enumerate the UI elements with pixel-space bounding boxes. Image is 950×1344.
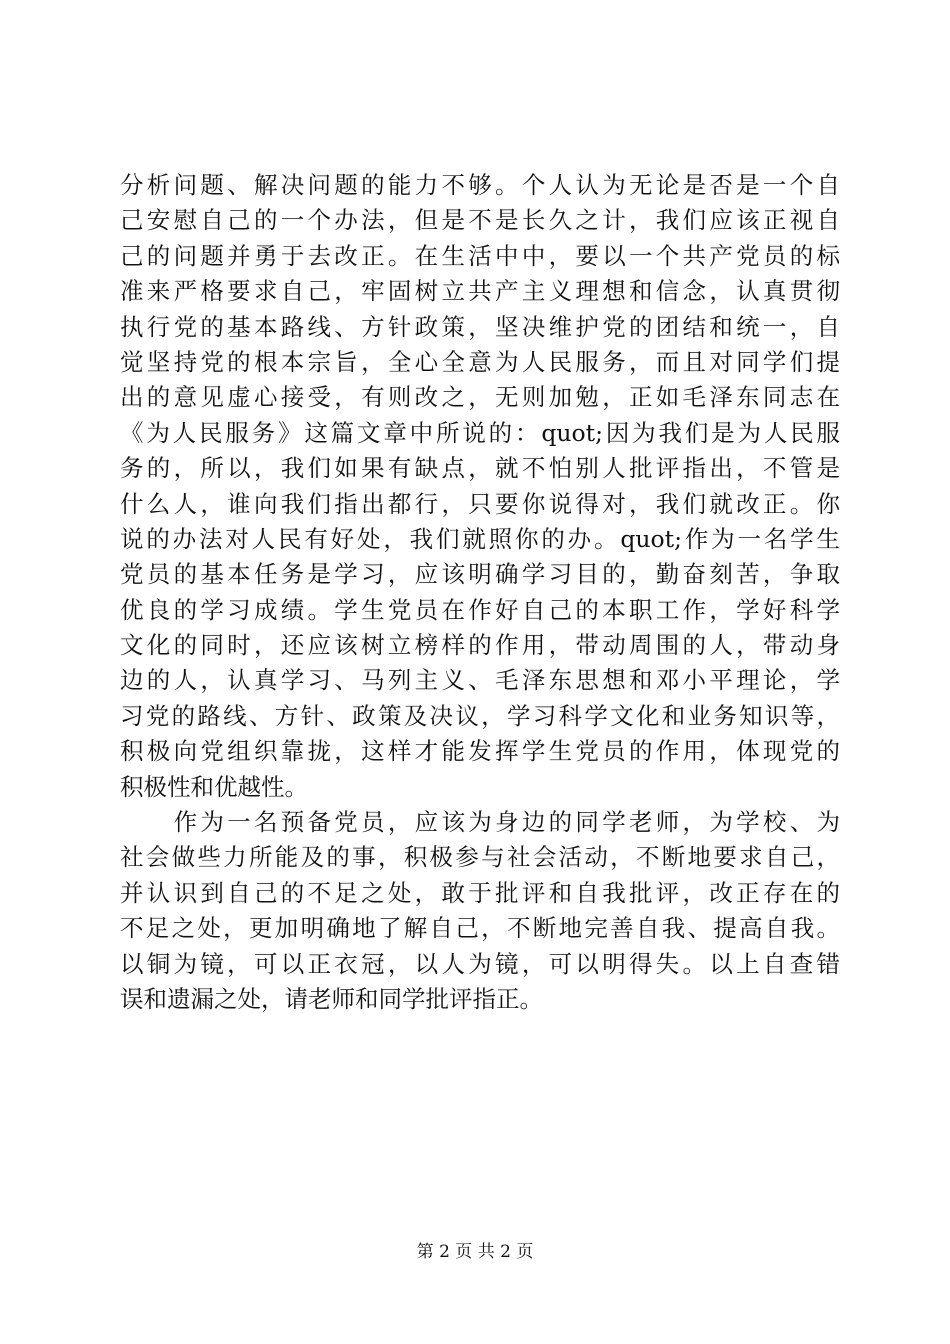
- text-line: 以铜为镜，可以正衣冠，以人为镜，可以明得失。以上自查错: [120, 949, 840, 978]
- text-line: 己的问题并勇于去改正。在生活中中，要以一个共产党员的标: [120, 241, 840, 270]
- text-line: 觉坚持党的根本宗旨，全心全意为人民服务，而且对同学们提: [120, 347, 840, 376]
- text-line: 务的，所以，我们如果有缺点，就不怕别人批评指出，不管是: [120, 454, 840, 483]
- text-line: 什么人，谁向我们指出都行，只要你说得对，我们就改正。你: [120, 489, 840, 518]
- text-line: 党员的基本任务是学习，应该明确学习目的，勤奋刻苦，争取: [120, 560, 840, 589]
- text-line: 社会做些力所能及的事，积极参与社会活动，不断地要求自己，: [120, 843, 840, 872]
- text-line: 己安慰自己的一个办法，但是不是长久之计，我们应该正视自: [120, 206, 840, 235]
- text-line: 文化的同时，还应该树立榜样的作用，带动周围的人，带动身: [120, 631, 840, 660]
- text-line: 习党的路线、方针、政策及决议，学习科学文化和业务知识等，: [120, 701, 840, 730]
- text-line: 优良的学习成绩。学生党员在作好自己的本职工作，学好科学: [120, 595, 840, 624]
- text-line: 说的办法对人民有好处，我们就照你的办。quot;作为一名学生: [120, 524, 840, 553]
- text-line: 分析问题、解决问题的能力不够。个人认为无论是否是一个自: [120, 171, 840, 199]
- body-text: [120, 168, 840, 1017]
- text-line: 误和遗漏之处，请老师和同学批评指正。: [120, 984, 543, 1013]
- text-line: 积极向党组织靠拢，这样才能发挥学生党员的作用，体现党的: [120, 737, 840, 766]
- text-line: 边的人，认真学习、马列主义、毛泽东思想和邓小平理论，学: [120, 666, 840, 695]
- text-line: 《为人民服务》这篇文章中所说的：quot;因为我们是为人民服: [120, 418, 840, 447]
- text-line: 并认识到自己的不足之处，敢于批评和自我批评，改正存在的: [120, 878, 840, 907]
- text-line: 准来严格要求自己，牢固树立共产主义理想和信念，认真贯彻: [120, 277, 840, 306]
- text-line: 作为一名预备党员，应该为身边的同学老师，为学校、为: [120, 808, 840, 837]
- text-line: 积极性和优越性。: [120, 772, 308, 801]
- text-line: 执行党的基本路线、方针政策，坚决维护党的团结和统一，自: [120, 312, 840, 341]
- page-number-footer: 第 2 页 共 2 页: [416, 1242, 534, 1262]
- text-line: 不足之处，更加明确地了解自己，不断地完善自我、提高自我。: [120, 914, 840, 943]
- text-line: 出的意见虚心接受，有则改之，无则加勉，正如毛泽东同志在: [120, 383, 840, 412]
